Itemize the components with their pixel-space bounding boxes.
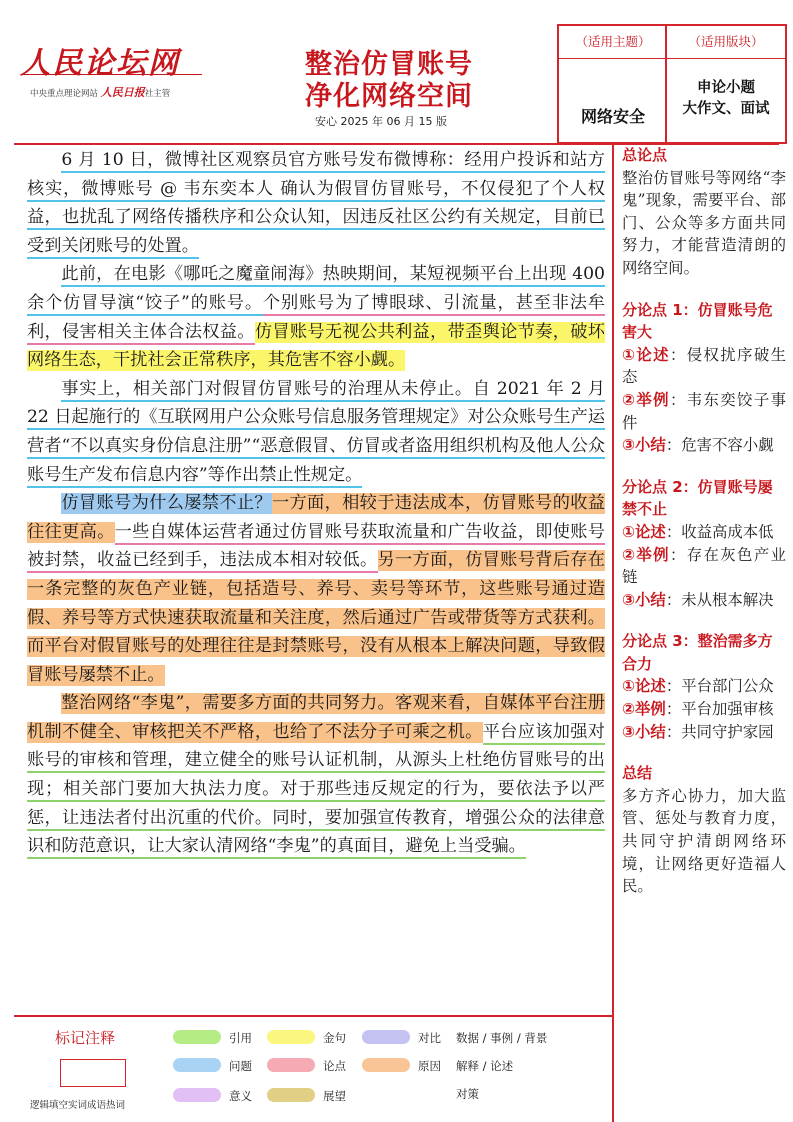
section-box-divider xyxy=(667,58,785,59)
paragraph-2 xyxy=(27,260,605,374)
subpoint-3-item-c xyxy=(622,721,786,744)
item-label: ③小结 xyxy=(622,722,666,741)
legend-extra-explain: 解释 / 论述 xyxy=(456,1059,514,1073)
sidebar-subpoint-2 xyxy=(622,476,786,612)
logo-divider xyxy=(22,74,202,75)
legend-caption: 逻辑填空实词成语热词 xyxy=(30,1100,126,1111)
fill-blank-box xyxy=(60,1059,126,1087)
article-body xyxy=(27,146,605,861)
paragraph-3 xyxy=(27,375,605,489)
subpoint-2-item-c xyxy=(622,589,786,612)
section-box-value xyxy=(667,78,785,120)
subpoint-3-title: 分论点 3：整治需多方合力 xyxy=(622,632,773,673)
p1-line1: 6 月 10 日，微博社区观察员官方账号发布微博称：经用户 xyxy=(61,150,517,173)
item-text: ：平台部门公众 xyxy=(665,677,774,696)
item-label: ①论述 xyxy=(622,345,670,364)
subpoint-3-item-a xyxy=(622,675,786,698)
item-text: ：共同守护家园 xyxy=(665,722,774,741)
theme-box-header: （适用主题） xyxy=(575,34,651,49)
sidebar-main-thesis xyxy=(622,144,786,280)
main-thesis-title: 总论点 xyxy=(622,146,668,164)
paragraph-5 xyxy=(27,689,605,861)
subpoint-2-item-b xyxy=(622,544,786,589)
p2-span-c: 仿冒账号无视公共利益，带歪舆论节奏，破坏网络生态，干扰社会正常秩序，其危害不容小觑。 xyxy=(27,321,605,371)
item-text: ：未从根本解决 xyxy=(665,590,774,609)
section-box-header: （适用版块） xyxy=(688,34,764,49)
page-title-line2: 净化网络空间 xyxy=(305,81,473,112)
paragraph-4 xyxy=(27,489,605,689)
subpoint-1-item-a xyxy=(622,344,786,389)
legend-swatch-argument xyxy=(267,1058,315,1072)
legend-label-meaning: 意义 xyxy=(229,1089,252,1103)
theme-box-divider xyxy=(559,58,667,59)
legend-swatch-contrast xyxy=(362,1030,410,1044)
item-text: ：侵权扰序破生态 xyxy=(622,345,786,387)
sidebar-notes xyxy=(622,144,786,917)
legend-extra-data: 数据 / 事例 / 背景 xyxy=(456,1031,548,1045)
p4-span-b: 一方面，相较于违法成本，仿冒账号的收益往往更高。 xyxy=(27,493,605,542)
column-rule xyxy=(612,143,614,1122)
paragraph-1 xyxy=(27,146,605,260)
sidebar-subpoint-1 xyxy=(622,299,786,457)
p3-span-a: 事实上，相关部门对假冒仿冒账号的治理从未停止。自 2021 年 2 月 22 日起施行的《互联网用户公众账号信息服务管理规定》对公众账号生产运营者“不以真实身份信息注册”“恶意假冒、仿冒或者盗用组织机构及他人公众账号生产发布信息内容”等作出禁止性规定。 xyxy=(27,379,605,488)
legend-label-golden: 金句 xyxy=(323,1031,346,1045)
legend-label-reason: 原因 xyxy=(418,1059,441,1073)
theme-box-value: 网络安全 xyxy=(580,107,645,126)
item-text: ：危害不容小觑 xyxy=(665,436,774,455)
item-text: ：韦东奕饺子事件 xyxy=(622,390,786,432)
item-label: ③小结 xyxy=(622,590,666,609)
sidebar-summary xyxy=(622,762,786,898)
site-logo: 人民论坛网 xyxy=(20,46,180,81)
legend-swatch-outlook xyxy=(267,1088,315,1102)
logo-sub-right: 社主管 xyxy=(144,89,171,99)
section-box xyxy=(665,24,787,144)
footer-rule xyxy=(14,1015,612,1017)
subpoint-2-item-a xyxy=(622,521,786,544)
section-box-value-line1: 申论小题 xyxy=(697,80,755,96)
legend-extra-countermeasure: 对策 xyxy=(456,1087,479,1101)
main-thesis-text: 整治仿冒账号等网络“李鬼”现象，需要平台、部门、公众等多方面共同努力，才能营造清朗的网络空间。 xyxy=(622,168,786,277)
summary-text: 多方齐心协力，加大监管、惩处与教育力度，共同守护清朗网络环境，让网络更好造福人民。 xyxy=(622,786,786,896)
item-label: ①论述 xyxy=(622,677,666,696)
p4-span-a: 仿冒账号为什么屡禁不止？ xyxy=(61,493,272,514)
sidebar-subpoint-3 xyxy=(622,630,786,743)
legend-label-argument: 论点 xyxy=(323,1059,346,1073)
item-label: ①论述 xyxy=(622,522,666,541)
item-label: ②举例 xyxy=(622,390,670,409)
p4-span-c: 一些自媒体运营者通过仿冒账号获取流量和广告收益，即使账号被封禁，收益已经到手，违法成本相对较低。 xyxy=(27,522,605,574)
subpoint-3-item-b xyxy=(622,698,786,721)
p2-span-b: 个别账号为了博眼球、引流量，甚至非法牟利，侵害相关主体合法权益。 xyxy=(27,293,605,345)
legend-swatch-meaning xyxy=(173,1088,221,1102)
logo-subtitle xyxy=(30,84,170,100)
p1-line4: 知，因违反社区公约有关规定，目前已受到关闭账号的处置。 xyxy=(27,207,605,259)
theme-box xyxy=(557,24,669,144)
legend-label-quote: 引用 xyxy=(229,1031,252,1045)
p4-span-d: 另一方面，仿冒账号背后存在一条完整的灰色产业链，包括造号、养号、卖号等环节，这些账号通过造假、养号等方式快速获取流量和关注度，然后通过广告或带货等方式获利。而平台对假冒账号的处理往往是封禁账号，没有从根本上解决问题，导致假冒账号屡禁不止。 xyxy=(27,550,605,685)
p1-line2: 投诉和站方核实，微博账号 @ 韦东奕本人 确认为假冒仿冒账 xyxy=(27,150,605,202)
item-text: ：平台加强审核 xyxy=(665,700,774,719)
legend-swatch-problem xyxy=(173,1058,221,1072)
legend-label-problem: 问题 xyxy=(229,1059,252,1073)
byline: 安心 2025 年 06 月 15 版 xyxy=(315,115,447,128)
item-label: ②举例 xyxy=(622,700,666,719)
item-text: ：存在灰色产业链 xyxy=(622,545,786,587)
p5-span-a: 整治网络“李鬼”，需要多方面的共同努力。客观来看，自媒体平台注册机制不健全、审核把关不严格，也给了不法分子可乘之机。 xyxy=(27,693,605,742)
section-box-value-line2: 大作文、面试 xyxy=(682,101,770,117)
legend-swatch-reason xyxy=(362,1058,410,1072)
page-title-line1: 整治仿冒账号 xyxy=(305,49,473,80)
legend-title: 标记注释 xyxy=(55,1029,116,1047)
logo-sub-left: 中央重点理论网站 xyxy=(30,89,99,99)
subpoint-1-item-b xyxy=(622,389,786,434)
subpoint-2-title: 分论点 2：仿冒账号屡禁不止 xyxy=(622,477,773,519)
logo-sub-paper: 人民日报 xyxy=(100,86,145,99)
p5-span-b: 平台应该加强对账号的审核和管理，建立健全的账号认证机制，从源头上杜绝仿冒账号的出现；相关部门要加大执法力度。对于那些违反规定的行为，要依法予以严惩，让违法者付出沉重的代价。同时，要加强宣传教育，增强公众的法律意识和防范意识，让大家认清网络“李鬼”的真面目，避免上当受骗。 xyxy=(27,722,605,859)
item-text: ：收益高成本低 xyxy=(665,522,774,541)
legend-swatch-quote xyxy=(173,1030,221,1044)
subpoint-1-item-c xyxy=(622,434,786,457)
legend-label-contrast: 对比 xyxy=(418,1031,441,1045)
subpoint-1-title: 分论点 1：仿冒账号危害大 xyxy=(622,300,773,342)
legend-label-outlook: 展望 xyxy=(323,1089,346,1103)
legend-swatch-golden xyxy=(267,1030,315,1044)
item-label: ③小结 xyxy=(622,436,666,455)
item-label: ②举例 xyxy=(622,545,670,564)
summary-title: 总结 xyxy=(622,764,653,783)
p2-span-a: 此前，在电影《哪吒之魔童闹海》热映期间，某短视频平台上出现 400 余个仿冒导演“饺子”的账号。 xyxy=(27,264,605,316)
p1-line3: 号，不仅侵犯了个人权益，也扰乱了网络传播秩序和公众认 xyxy=(27,179,605,231)
